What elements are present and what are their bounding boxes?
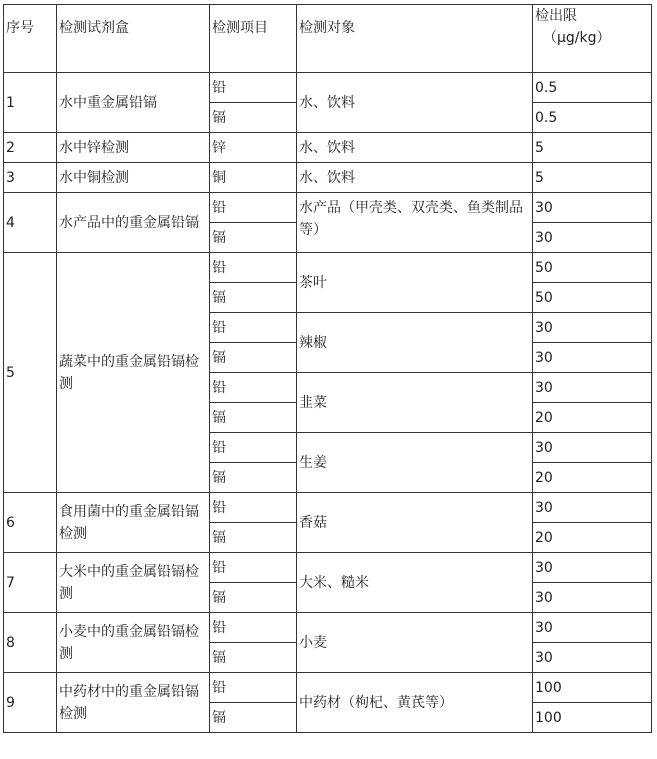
cell-item: 铅 — [210, 433, 297, 463]
cell-object: 水、饮料 — [297, 163, 533, 193]
cell-item: 铅 — [210, 313, 297, 343]
cell-kit: 中药材中的重金属铅镉检测 — [57, 673, 210, 733]
cell-no: 6 — [4, 493, 57, 553]
header-limit-label: 检出限 — [535, 8, 577, 24]
cell-kit: 蔬菜中的重金属铅镉检测 — [57, 253, 210, 493]
cell-limit: 30 — [533, 193, 652, 223]
cell-object: 水、饮料 — [297, 133, 533, 163]
cell-limit: 30 — [533, 553, 652, 583]
cell-item: 镉 — [210, 523, 297, 553]
cell-item: 铅 — [210, 493, 297, 523]
cell-object: 水、饮料 — [297, 73, 533, 133]
table-row — [4, 163, 652, 193]
table-row — [4, 133, 652, 163]
cell-item: 铅 — [210, 193, 297, 223]
cell-no: 4 — [4, 193, 57, 253]
header-kit: 检测试剂盒 — [57, 5, 210, 73]
cell-limit: 30 — [533, 223, 652, 253]
detection-limit-table — [3, 4, 652, 733]
cell-object: 水产品（甲壳类、双壳类、鱼类制品等） — [297, 193, 533, 253]
cell-item: 镉 — [210, 403, 297, 433]
cell-kit: 大米中的重金属铅镉检测 — [57, 553, 210, 613]
cell-item: 镉 — [210, 283, 297, 313]
cell-item: 锌 — [210, 133, 297, 163]
cell-limit: 30 — [533, 493, 652, 523]
cell-limit: 20 — [533, 403, 652, 433]
cell-item: 镉 — [210, 463, 297, 493]
cell-limit: 20 — [533, 523, 652, 553]
cell-item: 铅 — [210, 73, 297, 103]
cell-item: 镉 — [210, 343, 297, 373]
cell-no: 8 — [4, 613, 57, 673]
cell-limit: 5 — [533, 133, 652, 163]
cell-object: 辣椒 — [297, 313, 533, 373]
cell-kit: 水产品中的重金属铅镉 — [57, 193, 210, 253]
header-object: 检测对象 — [297, 5, 533, 73]
cell-object: 中药材（枸杞、黄芪等） — [297, 673, 533, 733]
header-limit — [533, 5, 652, 73]
cell-limit: 30 — [533, 613, 652, 643]
header-no: 序号 — [4, 5, 57, 73]
cell-item: 镉 — [210, 223, 297, 253]
cell-limit: 0.5 — [533, 103, 652, 133]
cell-limit: 50 — [533, 283, 652, 313]
table-row — [4, 673, 652, 703]
cell-item: 镉 — [210, 643, 297, 673]
cell-item: 铅 — [210, 613, 297, 643]
cell-item: 铅 — [210, 373, 297, 403]
cell-object: 韭菜 — [297, 373, 533, 433]
cell-no: 5 — [4, 253, 57, 493]
cell-object: 生姜 — [297, 433, 533, 493]
table-row — [4, 73, 652, 103]
cell-kit: 水中锌检测 — [57, 133, 210, 163]
cell-item: 镉 — [210, 103, 297, 133]
cell-item: 镉 — [210, 703, 297, 733]
cell-kit: 水中重金属铅镉 — [57, 73, 210, 133]
cell-limit: 5 — [533, 163, 652, 193]
cell-item: 铅 — [210, 673, 297, 703]
table-row — [4, 253, 652, 283]
table-row — [4, 193, 652, 223]
cell-no: 9 — [4, 673, 57, 733]
cell-limit: 30 — [533, 313, 652, 343]
cell-no: 1 — [4, 73, 57, 133]
cell-limit: 100 — [533, 703, 652, 733]
header-item: 检测项目 — [210, 5, 297, 73]
cell-limit: 30 — [533, 343, 652, 373]
cell-no: 7 — [4, 553, 57, 613]
table-row — [4, 493, 652, 523]
cell-no: 3 — [4, 163, 57, 193]
header-limit-unit: （μg/kg） — [543, 30, 611, 46]
table-row — [4, 553, 652, 583]
cell-limit: 30 — [533, 433, 652, 463]
cell-limit: 0.5 — [533, 73, 652, 103]
cell-limit: 20 — [533, 463, 652, 493]
cell-object: 香菇 — [297, 493, 533, 553]
cell-no: 2 — [4, 133, 57, 163]
table-row — [4, 613, 652, 643]
cell-limit: 100 — [533, 673, 652, 703]
cell-limit: 30 — [533, 583, 652, 613]
cell-object: 大米、糙米 — [297, 553, 533, 613]
cell-limit: 30 — [533, 643, 652, 673]
cell-kit: 小麦中的重金属铅镉检测 — [57, 613, 210, 673]
cell-object: 小麦 — [297, 613, 533, 673]
cell-item: 铅 — [210, 553, 297, 583]
cell-limit: 50 — [533, 253, 652, 283]
cell-kit: 水中铜检测 — [57, 163, 210, 193]
cell-limit: 30 — [533, 373, 652, 403]
cell-item: 铜 — [210, 163, 297, 193]
cell-kit: 食用菌中的重金属铅镉检测 — [57, 493, 210, 553]
cell-object: 茶叶 — [297, 253, 533, 313]
cell-item: 铅 — [210, 253, 297, 283]
cell-item: 镉 — [210, 583, 297, 613]
